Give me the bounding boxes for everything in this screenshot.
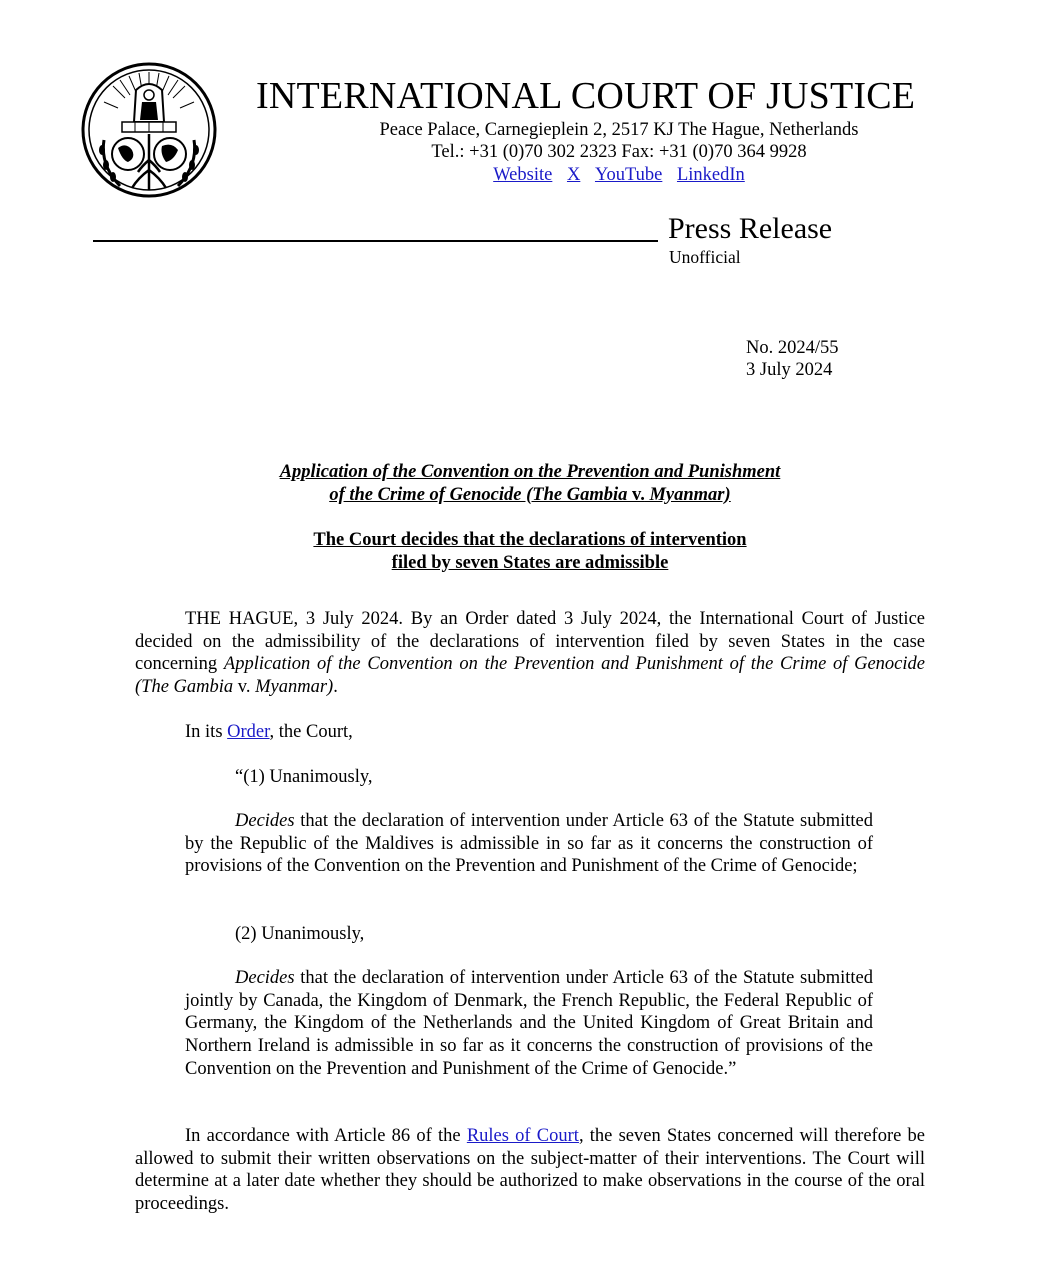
court-phone-fax: Tel.: +31 (0)70 302 2323 Fax: +31 (0)70 364 9928 — [431, 142, 807, 162]
case-title-line-2a: of the Crime of Genocide (The Gambia — [329, 484, 632, 505]
social-links — [300, 164, 938, 186]
case-title — [135, 461, 925, 506]
x-link[interactable]: X — [566, 165, 581, 185]
quote-item-1-text: Decides that the declaration of intervention under Article 63 of the Statute submitted by the Republic of the Maldives is admissible in so far as it concerns the construction of provisions of the Convention on the Prevention and Punishment of the Crime of Genocide; — [185, 811, 873, 877]
court-name-heading: INTERNATIONAL COURT OF JUSTICE — [256, 75, 916, 117]
quote-item-2-text: Decides that the declaration of intervention under Article 63 of the Statute submitted jointly by Canada, the Kingdom of Denmark, the French Republic, the Federal Republic of Germany, the Kingdom of the Netherlands and the United Kingdom of Great Britain and Northern Ireland is admissible in so far as it concerns the construction of provisions of the Convention on the Prevention and Punishment of the Crime of Genocide.” — [185, 968, 873, 1079]
case-title-line-2b: Myanmar) — [644, 484, 731, 505]
release-number: No. 2024/55 — [746, 338, 839, 358]
paragraph-rules: In accordance with Article 86 of the Rules of Court, the seven States concerned will therefore be allowed to submit their written observations on the subject-matter of their interventions. The Court will determine at a later date whether they should be authorized to make observations in the course of the oral proceedings. — [135, 1126, 925, 1215]
website-link[interactable]: Website — [493, 165, 553, 185]
headline — [135, 529, 925, 574]
paragraph-intro: THE HAGUE, 3 July 2024. By an Order dated 3 July 2024, the International Court of Justice decided on the admissibility of the declarations of intervention filed by seven States in the case concerning Application of the Convention on the Prevention and Punishment of the Crime of Genocide (The Gambia v. Myanmar). — [135, 609, 925, 698]
youtube-link[interactable]: YouTube — [594, 165, 663, 185]
unofficial-label: Unofficial — [669, 247, 741, 267]
rules-of-court-link[interactable]: Rules of Court — [466, 1126, 579, 1146]
header-divider — [93, 240, 658, 242]
case-title-line-1: Application of the Convention on the Prevention and Punishment — [279, 462, 781, 482]
headline-line-1: The Court decides that the declarations of intervention — [313, 530, 747, 550]
headline-line-2: filed by seven States are admissible — [391, 552, 669, 573]
release-date: 3 July 2024 — [746, 360, 833, 380]
order-link[interactable]: Order — [227, 722, 270, 742]
court-address: Peace Palace, Carnegieplein 2, 2517 KJ The Hague, Netherlands — [379, 120, 859, 140]
press-release-label: Press Release — [668, 212, 833, 245]
linkedin-link[interactable]: LinkedIn — [676, 165, 745, 185]
court-seal-logo — [80, 50, 218, 210]
case-title-v: v. — [631, 484, 645, 505]
quote-item-1-heading: “(1) Unanimously, — [235, 767, 373, 787]
quote-item-2-heading: (2) Unanimously, — [235, 924, 365, 944]
paragraph-order: In its Order, the Court, — [185, 722, 353, 742]
release-number-date — [746, 337, 839, 381]
